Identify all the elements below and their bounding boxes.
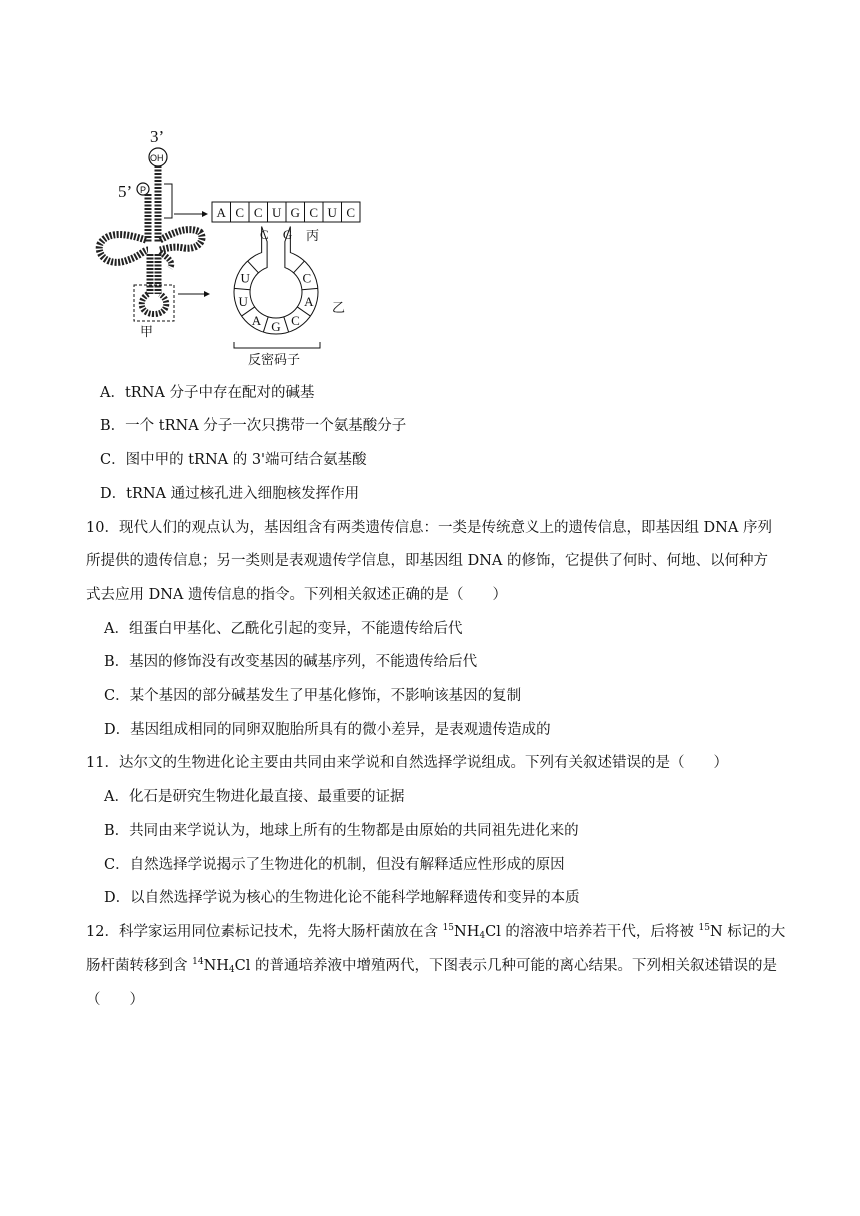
anticodon-bracket: [234, 342, 320, 348]
ring-base: U: [238, 293, 248, 309]
sequence-base: C: [309, 205, 319, 220]
label-jia: 甲: [140, 325, 154, 340]
label-5prime: 5’: [118, 182, 133, 201]
trna-structure: [99, 166, 202, 314]
q11-option-c: C．自然选择学说揭示了生物进化的机制，但没有解释适应性形成的原因: [104, 857, 565, 873]
p-label: P: [140, 185, 147, 195]
q10-option-c: C．某个基因的部分碱基发生了甲基化修饰，不影响该基因的复制: [104, 688, 522, 704]
ring-base: C: [260, 227, 269, 242]
q11-option-d: D．以自然选择学说为核心的生物进化论不能科学地解释遗传和变异的本质: [104, 890, 580, 906]
sequence-base: G: [290, 205, 300, 220]
q10-option-b: B．基因的修饰没有改变基因的碱基序列，不能遗传给后代: [104, 654, 478, 670]
ring-divider: [302, 288, 318, 289]
ring-base: G: [282, 227, 293, 242]
q11-option-b: B．共同由来学说认为，地球上所有的生物都是由原始的共同祖先进化来的: [104, 823, 579, 839]
q9-option-c: C．图中甲的 tRNA 的 3'端可结合氨基酸: [100, 452, 367, 468]
label-anticodon: 反密码子: [248, 353, 301, 368]
q10-option-a: A．组蛋白甲基化、乙酰化引起的变异，不能遗传给后代: [104, 621, 463, 637]
q9-option-a: A．tRNA 分子中存在配对的碱基: [100, 385, 315, 401]
ring-base: A: [251, 312, 262, 328]
ring-base: C: [302, 270, 312, 286]
ring-base: C: [291, 312, 300, 328]
q12-stem-line1: 12．科学家运用同位素标记技术，先将大肠杆菌放在含 $^{15}NH_4Cl$ 的溶液中培养若干代，后将被 $^{15}$N 标记的大: [86, 923, 786, 941]
sequence-base: C: [235, 205, 245, 220]
q9-option-d: D．tRNA 通过核孔进入细胞核发挥作用: [100, 486, 360, 502]
q12-stem-line3: （ ）: [86, 992, 144, 1008]
ring-base: G: [271, 319, 281, 334]
trna-figure: [88, 122, 378, 372]
q12-stem-line2: 肠杆菌转移到含 $^{14}NH_4Cl$ 的普通培养液中增殖两代，下图表示几种可能的离心结果。下列相关叙述错误的是: [86, 957, 777, 975]
sequence-base: C: [253, 205, 263, 220]
q11-option-a: A．化石是研究生物进化最直接、最重要的证据: [104, 789, 405, 805]
ring-divider: [234, 288, 250, 289]
ring-base: U: [240, 270, 250, 286]
q9-option-b: B．一个 tRNA 分子一次只携带一个氨基酸分子: [100, 418, 407, 434]
label-yi: 乙: [332, 301, 346, 316]
q11-stem: 11．达尔文的生物进化论主要由共同由来学说和自然选择学说组成。下列有关叙述错误的是（ ）: [86, 755, 728, 771]
ring-base: A: [304, 293, 314, 309]
oh-label: OH: [150, 153, 164, 163]
label-bing: 丙: [306, 229, 320, 244]
sequence-box-bing: [212, 202, 360, 222]
q10-stem-line2: 所提供的遗传信息；另一类则是表观遗传学信息，即基因组 DNA 的修饰，它提供了何时、何地、以何种方: [86, 553, 768, 569]
ring-divider: [263, 317, 268, 332]
q10-stem-line1: 10．现代人们的观点认为，基因组含有两类遗传信息：一类是传统意义上的遗传信息，即基因组 DNA 序列: [86, 520, 772, 536]
label-3prime: 3’: [150, 127, 165, 146]
ring-divider: [284, 317, 289, 332]
sequence-base: C: [346, 205, 356, 220]
sequence-base: A: [216, 205, 226, 220]
sequence-base: U: [272, 205, 282, 220]
sequence-base: U: [327, 205, 337, 220]
acceptor-bracket: [164, 184, 172, 218]
q10-option-d: D．基因组成相同的同卵双胞胎所具有的微小差异，是表观遗传造成的: [104, 722, 551, 738]
q10-stem-line3: 式去应用 DNA 遗传信息的指令。下列相关叙述正确的是（ ）: [86, 587, 508, 603]
